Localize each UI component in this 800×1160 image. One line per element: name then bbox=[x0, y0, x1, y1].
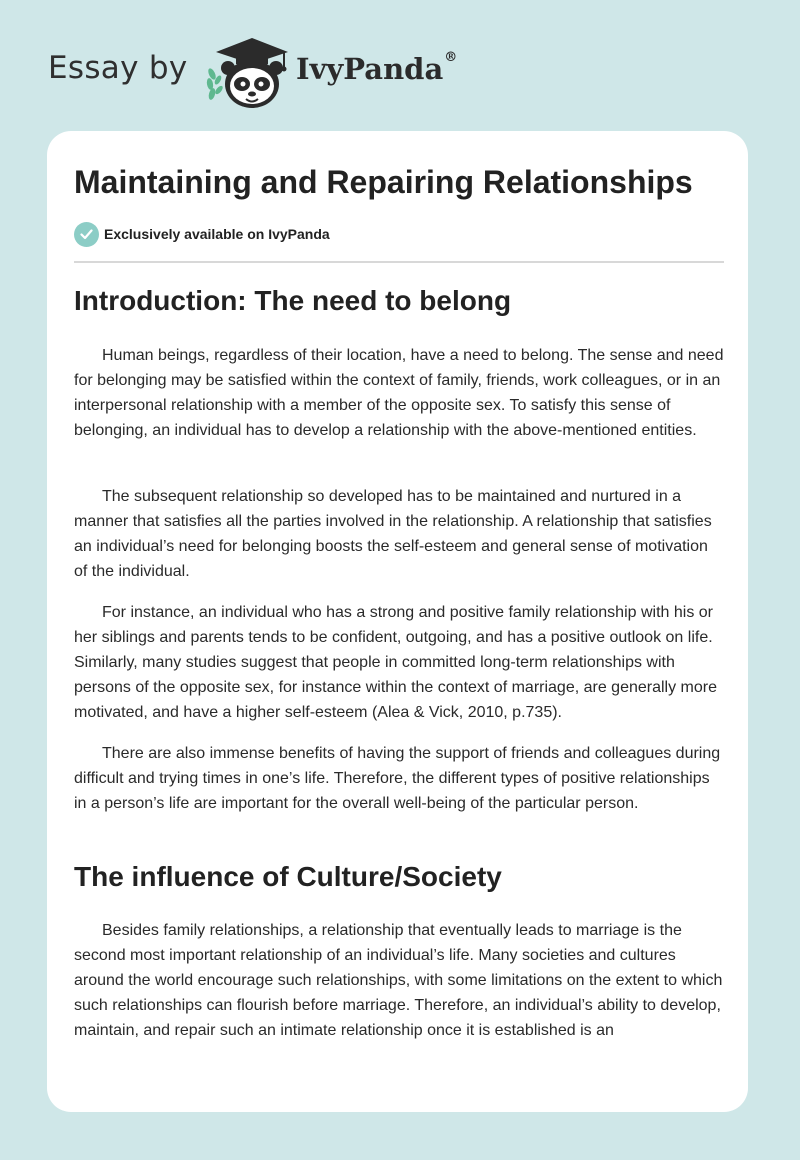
registered-mark: ® bbox=[444, 50, 458, 65]
paragraph: The subsequent relationship so developed has to be maintained and nurtured in a manner that satisfies all the parties involved in the relationship. A relationship that satisfies an individual’s need for belonging boosts the self-esteem and general sense of motivation of the individual. bbox=[74, 488, 712, 580]
essay-card bbox=[47, 131, 748, 1112]
essay-by-label: Essay by bbox=[48, 50, 188, 86]
section-heading: Introduction: The need to belong bbox=[74, 285, 512, 316]
paragraph: For instance, an individual who has a strong and positive family relationship with his or her siblings and parents tends to be confident, outgoing, and has a positive outlook on life. Similarly, many studies suggest that people in committed long-term relationships with persons of the opposite sex, for instance within the context of marriage, are generally more motivated, and have a higher self-esteem (Alea & Vick, 2010, p.735). bbox=[74, 604, 718, 721]
paragraph: Besides family relationships, a relationship that eventually leads to marriage is the second most important relationship of an individual’s life. Many societies and cultures around the world encourage such relationships, with some limitations on the extent to which such relationships can flourish before marriage. Therefore, an individual’s ability to develop, maintain, and repair such an intimate relationship once it is established is an bbox=[74, 922, 723, 1039]
panda-graduate-icon bbox=[200, 34, 292, 110]
paragraph: Human beings, regardless of their location, have a need to belong. The sense and need for belonging may be satisfied within the context of family, friends, work colleagues, or in an interpersonal relationship with a member of the opposite sex. To satisfy this sense of belonging, an individual has to develop a relationship with the above-mentioned entities. bbox=[74, 347, 724, 439]
paragraph: There are also immense benefits of having the support of friends and colleagues during difficult and trying times in one’s life. Therefore, the different types of positive relationships in a person’s life are important for the overall well-being of the particular person. bbox=[74, 745, 721, 812]
title-divider bbox=[74, 261, 724, 263]
brand-name bbox=[296, 52, 457, 86]
site-header bbox=[0, 0, 800, 130]
check-circle-icon bbox=[74, 222, 99, 247]
page-title: Maintaining and Repairing Relationships bbox=[74, 164, 693, 200]
exclusive-badge-label: Exclusively available on IvyPanda bbox=[104, 226, 330, 242]
exclusive-badge bbox=[74, 221, 330, 247]
section-heading: The influence of Culture/Society bbox=[74, 861, 502, 892]
brand-wordmark: IvyPanda bbox=[296, 52, 444, 86]
